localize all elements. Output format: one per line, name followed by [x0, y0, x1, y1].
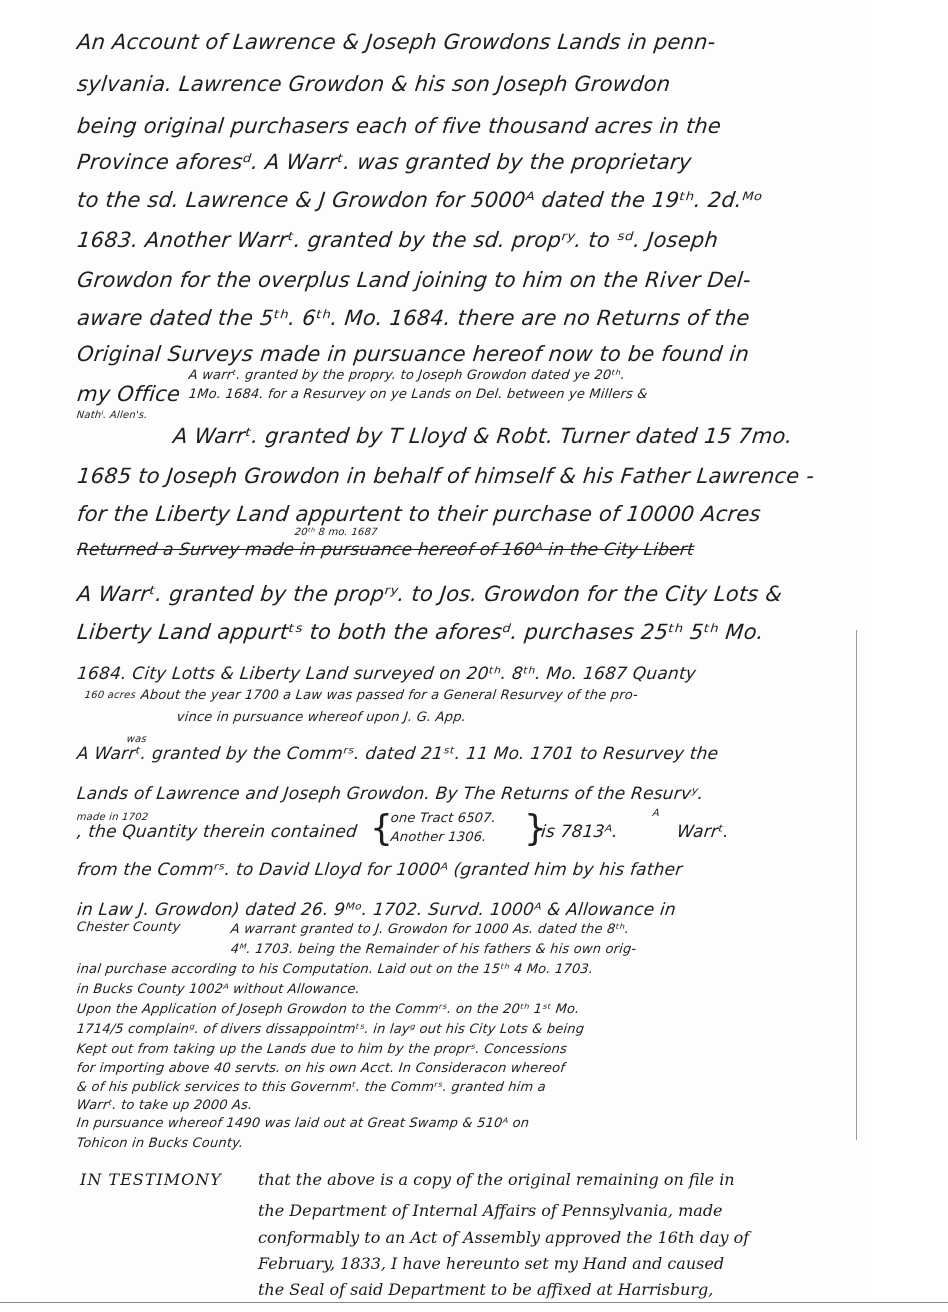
annotation-line: Kept out from taking up the Lands due to him by the proprˢ. Concessions: [76, 1042, 568, 1057]
annotation-line: Nathˡ. Allen's.: [76, 410, 149, 421]
manuscript-line: 1683. Another Warrᵗ. granted by the sd. propʳʸ. to ˢᵈ. Joseph: [76, 228, 720, 252]
manuscript-line: for the Liberty Land appurtent to their purchase of 10000 Acres: [76, 502, 763, 526]
manuscript-line: Original Surveys made in pursuance hereof now to be found in: [76, 342, 751, 366]
manuscript-line: 1684. City Lotts & Liberty Land surveyed on 20ᵗʰ. 8ᵗʰ. Mo. 1687 Quanty: [76, 664, 698, 684]
annotation-line: 4ᴹ. 1703. being the Remainder of his fathers & his own orig-: [230, 942, 638, 957]
annotation-line: Upon the Application of Joseph Growdon to the Commʳˢ. on the 20ᵗʰ 1ˢᵗ Mo.: [76, 1002, 581, 1017]
manuscript-line: my Office: [76, 382, 182, 406]
testimony-line: February, 1833, I have hereunto set my Hand and caused: [258, 1254, 725, 1273]
manuscript-line: 1685 to Joseph Growdon in behalf of himself & his Father Lawrence -: [76, 464, 816, 488]
page-bottom-edge: [0, 1302, 948, 1303]
manuscript-line: Growdon for the overplus Land joining to him on the River Del-: [76, 268, 753, 292]
annotation-line: one Tract 6507.: [390, 811, 497, 826]
margin-rule: [856, 630, 857, 1140]
annotation-line: made in 1702: [76, 812, 149, 823]
manuscript-line: sylvania. Lawrence Growdon & his son Joseph Growdon: [76, 72, 672, 96]
annotation-line: A: [652, 808, 661, 819]
annotation-line: 1714/5 complainᵍ. of divers dissappointmᵗˢ. in layᵍ out his City Lots & being: [76, 1022, 585, 1037]
annotation-line: A warrant granted to J. Growdon for 1000 As. dated the 8ᵗʰ.: [230, 922, 631, 937]
manuscript-line: aware dated the 5ᵗʰ. 6ᵗʰ. Mo. 1684. there are no Returns of the: [76, 306, 752, 330]
annotation-line: vince in pursuance whereof upon J. G. App.: [176, 710, 467, 725]
manuscript-line: , the Quantity therein contained: [76, 822, 359, 842]
annotation-line: A warrᵗ. granted by the propry. to Joseph Growdon dated ye 20ᵗʰ.: [188, 368, 626, 383]
annotation-line: in Bucks County 1002ᴬ without Allowance.: [76, 982, 361, 997]
manuscript-line: being original purchasers each of five thousand acres in the: [76, 114, 723, 138]
annotation-line: was: [126, 734, 148, 745]
annotation-line: Tohicon in Bucks County.: [76, 1136, 245, 1151]
manuscript-line: A Warrᵗ. granted by T Lloyd & Robt. Turner dated 15 7mo.: [172, 424, 794, 448]
manuscript-line: to the sd. Lawrence & J Growdon for 5000ᴬ dated the 19ᵗʰ. 2d.ᴹᵒ: [76, 188, 764, 212]
annotation-line: About the year 1700 a Law was passed for a General Resurvey of the pro-: [140, 688, 639, 703]
annotation-line: Chester County: [76, 920, 182, 935]
manuscript-line: in Law J. Growdon) dated 26. 9ᴹᵒ. 1702. Survd. 1000ᴬ & Allowance in: [76, 900, 677, 920]
manuscript-line: An Account of Lawrence & Joseph Growdons Lands in penn-: [76, 30, 717, 54]
testimony-line: the Seal of said Department to be affixed at Harrisburg,: [258, 1280, 714, 1299]
annotation-line: for importing above 40 servts. on his own Acct. In Consideracon whereof: [76, 1061, 566, 1076]
manuscript-line: Province aforesᵈ. A Warrᵗ. was granted by the proprietary: [76, 150, 693, 174]
manuscript-line: Lands of Lawrence and Joseph Growdon. By The Returns of the Resurvʸ.: [76, 784, 705, 804]
annotation-line: 20ᵗʰ 8 mo. 1687: [294, 527, 379, 538]
manuscript-line-struck: Returned a Survey made in pursuance hereof of 160ᴬ in the City Libert: [76, 540, 695, 560]
testimony-line: the Department of Internal Affairs of Pennsylvania, made: [258, 1201, 723, 1220]
brace-left: {: [370, 808, 394, 849]
testimony-line: that the above is a copy of the original remaining on file in: [258, 1170, 735, 1189]
annotation-line: & of his publick services to this Governmᵗ. the Commʳˢ. granted him a: [76, 1080, 547, 1095]
document-page: [40, 0, 872, 1300]
annotation-line: Warrᵗ. to take up 2000 As.: [76, 1098, 254, 1113]
manuscript-line: is 7813ᴬ.: [540, 822, 619, 842]
annotation-line: 1Mo. 1684. for a Resurvey on ye Lands on Del. between ye Millers &: [188, 387, 649, 402]
brace-right: }: [524, 808, 548, 849]
annotation-line: inal purchase according to his Computation. Laid out on the 15ᵗʰ 4 Mo. 1703.: [76, 962, 595, 977]
manuscript-line: Liberty Land appurtᵗˢ to both the aforesᵈ. purchases 25ᵗʰ 5ᵗʰ Mo.: [76, 620, 766, 644]
manuscript-line: A Warrᵗ. granted by the Commʳˢ. dated 21ˢᵗ. 11 Mo. 1701 to Resurvey the: [76, 744, 720, 764]
manuscript-line: from the Commʳˢ. to David Lloyd for 1000ᴬ (granted him by his father: [76, 860, 684, 880]
annotation-line: Another 1306.: [390, 830, 488, 845]
annotation-line: In pursuance whereof 1490 was laid out at Great Swamp & 510ᴬ on: [76, 1116, 531, 1131]
testimony-label: IN TESTIMONY: [80, 1170, 222, 1189]
annotation-line: 160 acres: [84, 690, 137, 701]
manuscript-line: A Warrᵗ. granted by the propʳʸ. to Jos. Growdon for the City Lots &: [76, 582, 784, 606]
manuscript-line: Warrᵗ.: [676, 822, 731, 842]
testimony-line: conformably to an Act of Assembly approved the 16th day of: [258, 1228, 750, 1247]
